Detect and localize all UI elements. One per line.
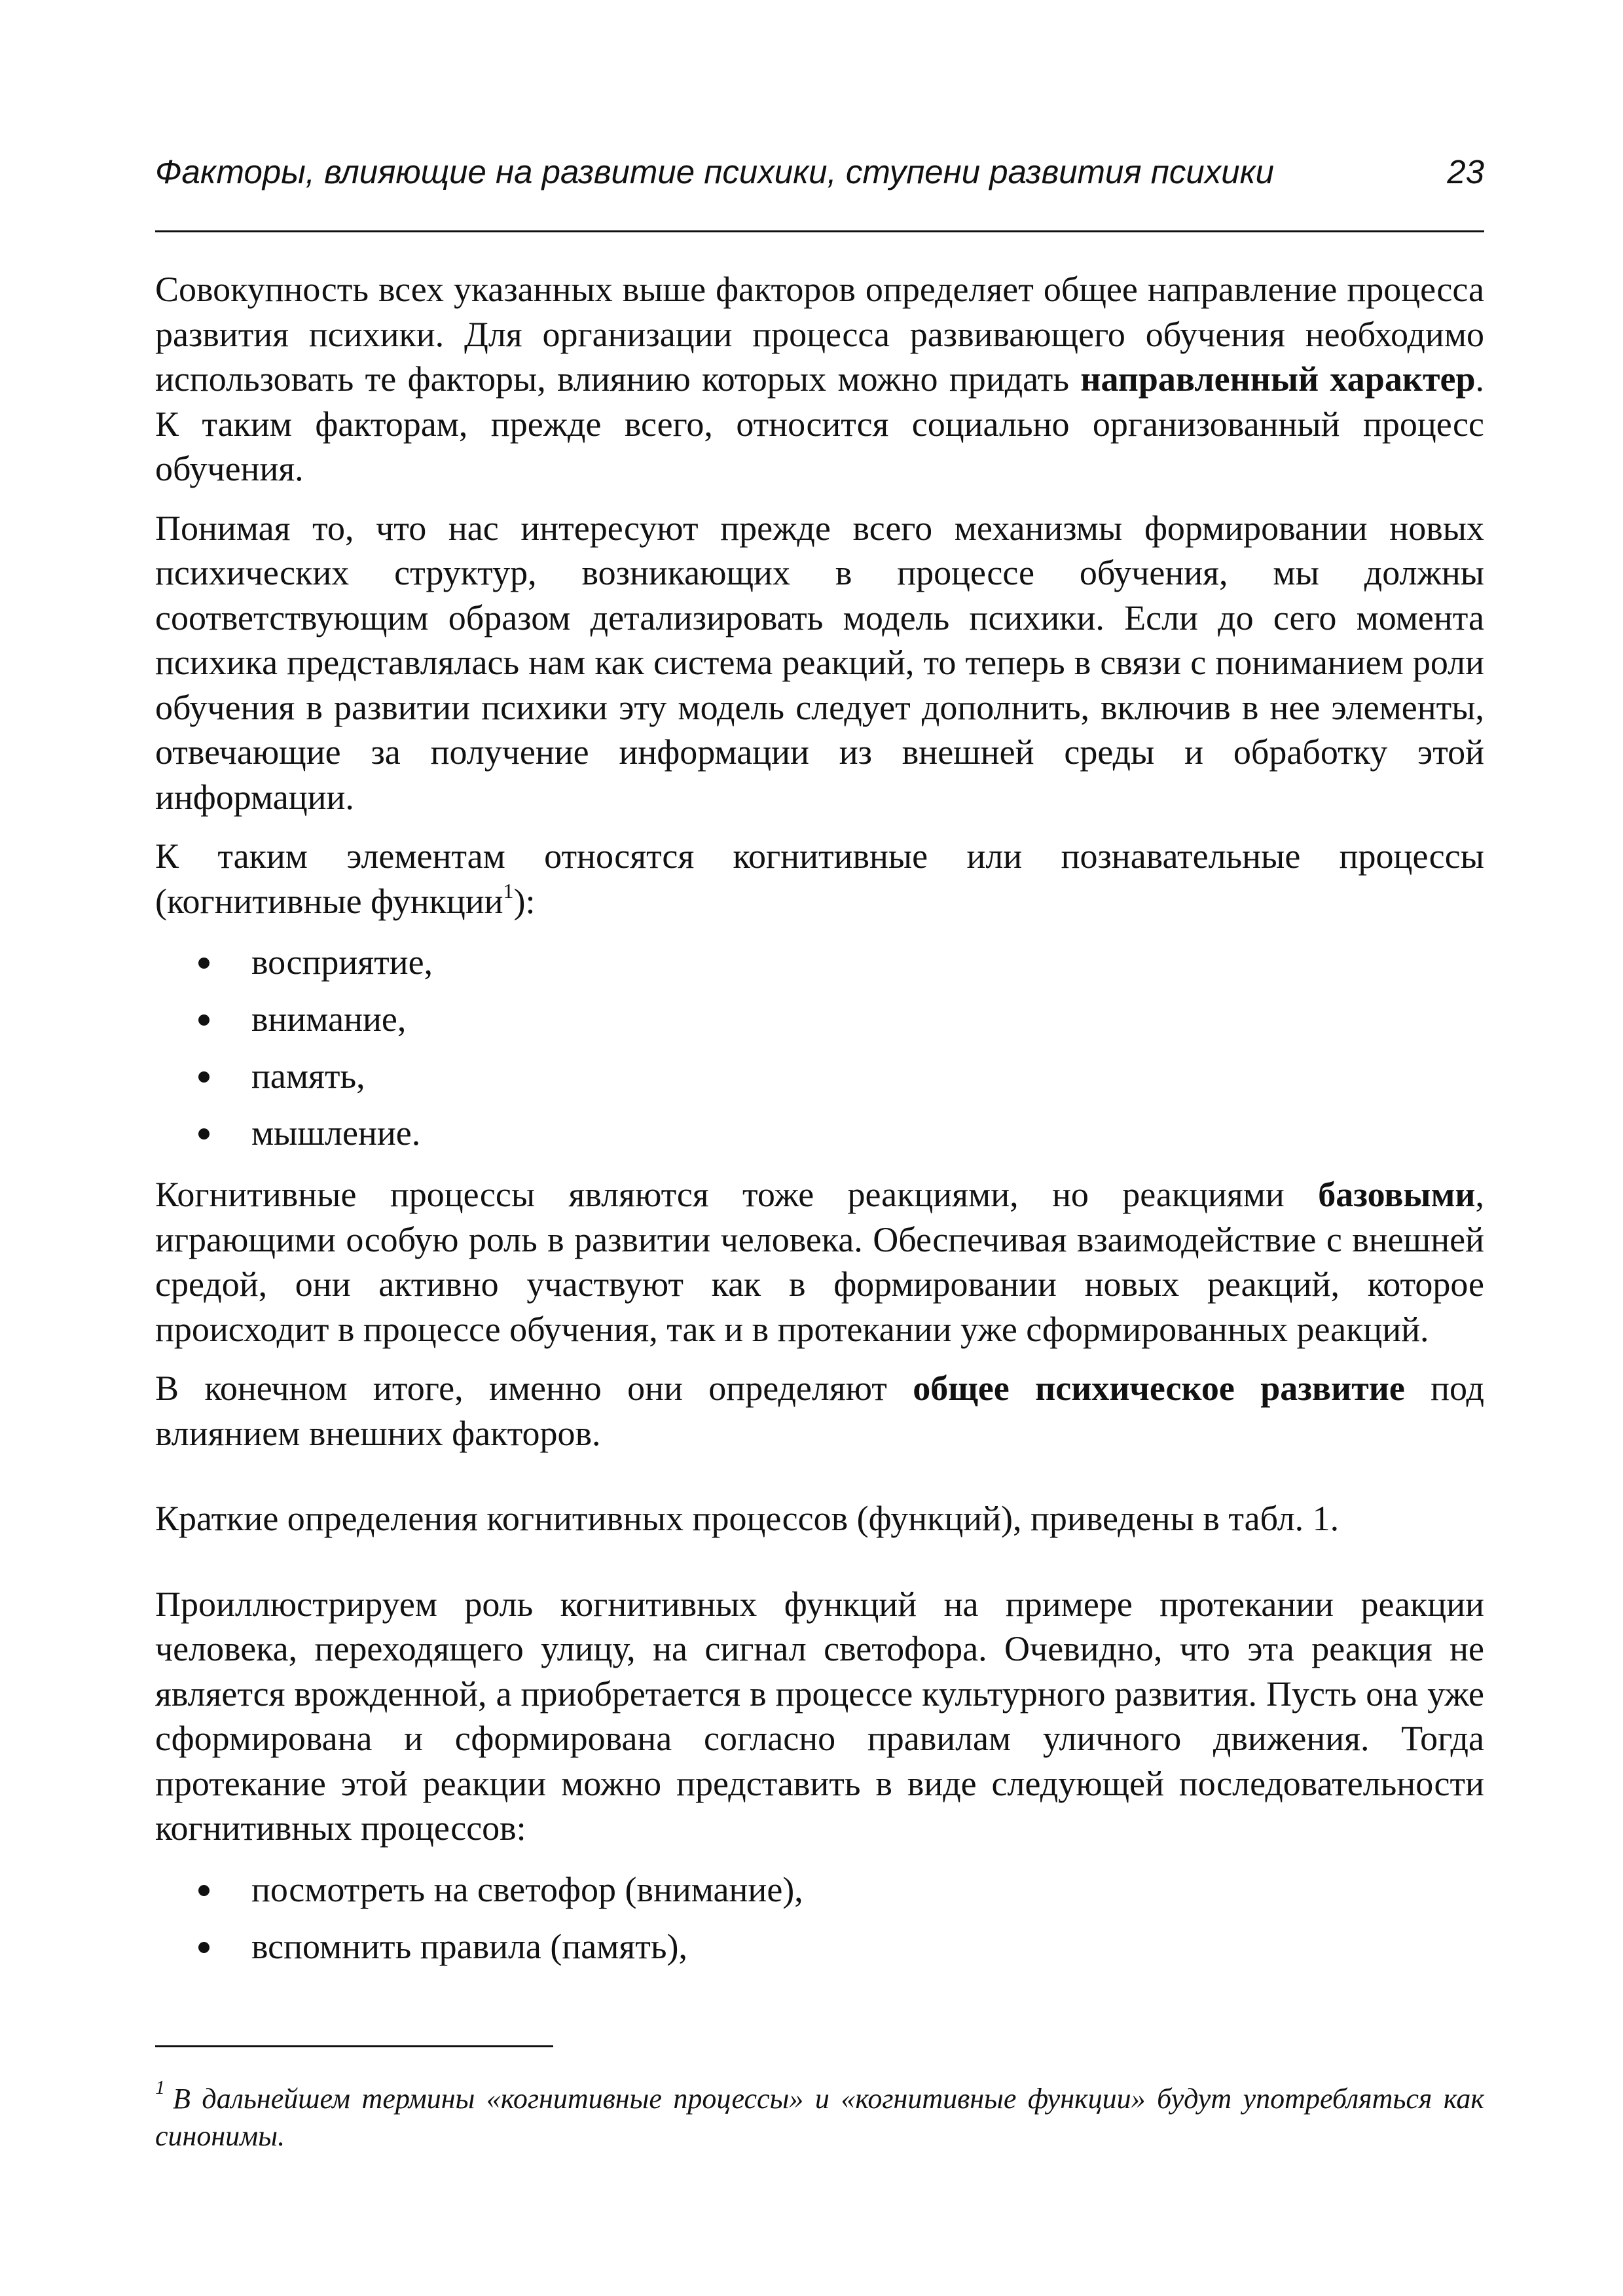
paragraph-7: Проиллюстрируем роль когнитивных функций на примере протекании реакции человека, переходящего улицу, на сигнал светофора. Очевидно, что эта реакция не является врожденной, а приобретается в процессе культурного развития. Пусть она уже сформирована и сформирована согласно правилам уличного движения. Тогда протекание этой реакции можно представить в виде следующей последовательности когнитивных процессов: — [155, 1584, 1484, 1848]
footnote-marker: 1 — [155, 2077, 165, 2099]
list-item: мышление. — [155, 1105, 1484, 1162]
list-item: память, — [155, 1048, 1484, 1105]
footnote-ref[interactable]: 1 — [503, 878, 514, 903]
footnote-text: В дальнейшем термины «когнитивные процессы» и «когнитивные функции» будут употребляться как синонимы. — [155, 2083, 1484, 2152]
cognitive-functions-list — [155, 934, 1484, 1162]
page-number: 23 — [1447, 153, 1484, 190]
header-divider — [155, 230, 1484, 232]
header-title: Факторы, влияющие на развитие психики, ступени развития психики — [155, 153, 1275, 190]
bullet-icon — [198, 1885, 210, 1896]
bullet-icon — [198, 1071, 210, 1083]
bullet-icon — [198, 1942, 210, 1953]
paragraph-6: Краткие определения когнитивных процессов (функций), приведены в табл. 1. — [155, 1499, 1340, 1538]
footnote-divider — [155, 2045, 553, 2047]
bold-term: базовыми — [1318, 1175, 1476, 1214]
list-item: посмотреть на светофор (внимание), — [155, 1861, 1484, 1918]
bullet-icon — [198, 1128, 210, 1139]
list-item: восприятие, — [155, 934, 1484, 991]
page-body — [155, 267, 1484, 1986]
paragraph-4: Когнитивные процессы являются тоже реакциями, но реакциями базовыми, играющими особую роль в развитии человека. Обеспечивая взаимодействие с внешней средой, они активно участвуют как в формировании новых реакций, которое происходит в процессе обучения, так и в протекании уже сформированных реакций. — [155, 1175, 1484, 1349]
paragraph-3: К таким элементам относятся когнитивные или познавательные процессы (когнитивные функции$^1$): — [155, 836, 1484, 921]
footnote — [155, 2077, 1484, 2155]
document-page — [155, 0, 1484, 2296]
bold-term: направленный характер — [1080, 359, 1476, 399]
running-header — [155, 149, 1484, 195]
list-item: вспомнить правила (память), — [155, 1918, 1484, 1975]
bold-term: общее психическое развитие — [913, 1369, 1405, 1408]
paragraph-2: Понимая то, что нас интересуют прежде всего механизмы формировании новых психических структур, возникающих в процессе обучения, мы должны соответствующим образом детализировать модель психики. Если до сего момента психика представлялась нам как система реакций, то теперь в связи с пониманием роли обучения в развитии психики эту модель следует дополнить, включив в нее элементы, отвечающие за получение информации из внешней среды и обработку этой информации. — [155, 508, 1484, 817]
list-item: внимание, — [155, 991, 1484, 1048]
paragraph-5: В конечном итоге, именно они определяют общее психическое развитие под влиянием внешних факторов. — [155, 1369, 1484, 1453]
paragraph-1: Совокупность всех указанных выше факторов определяет общее направление процесса развития психики. Для организации процесса развивающего обучения необходимо использовать те факторы, влиянию которых можно придать направленный характер. К таким факторам, прежде всего, относится социально организованный процесс обучения. — [155, 270, 1484, 488]
bullet-icon — [198, 1014, 210, 1026]
reaction-steps-list — [155, 1861, 1484, 1975]
bullet-icon — [198, 958, 210, 969]
